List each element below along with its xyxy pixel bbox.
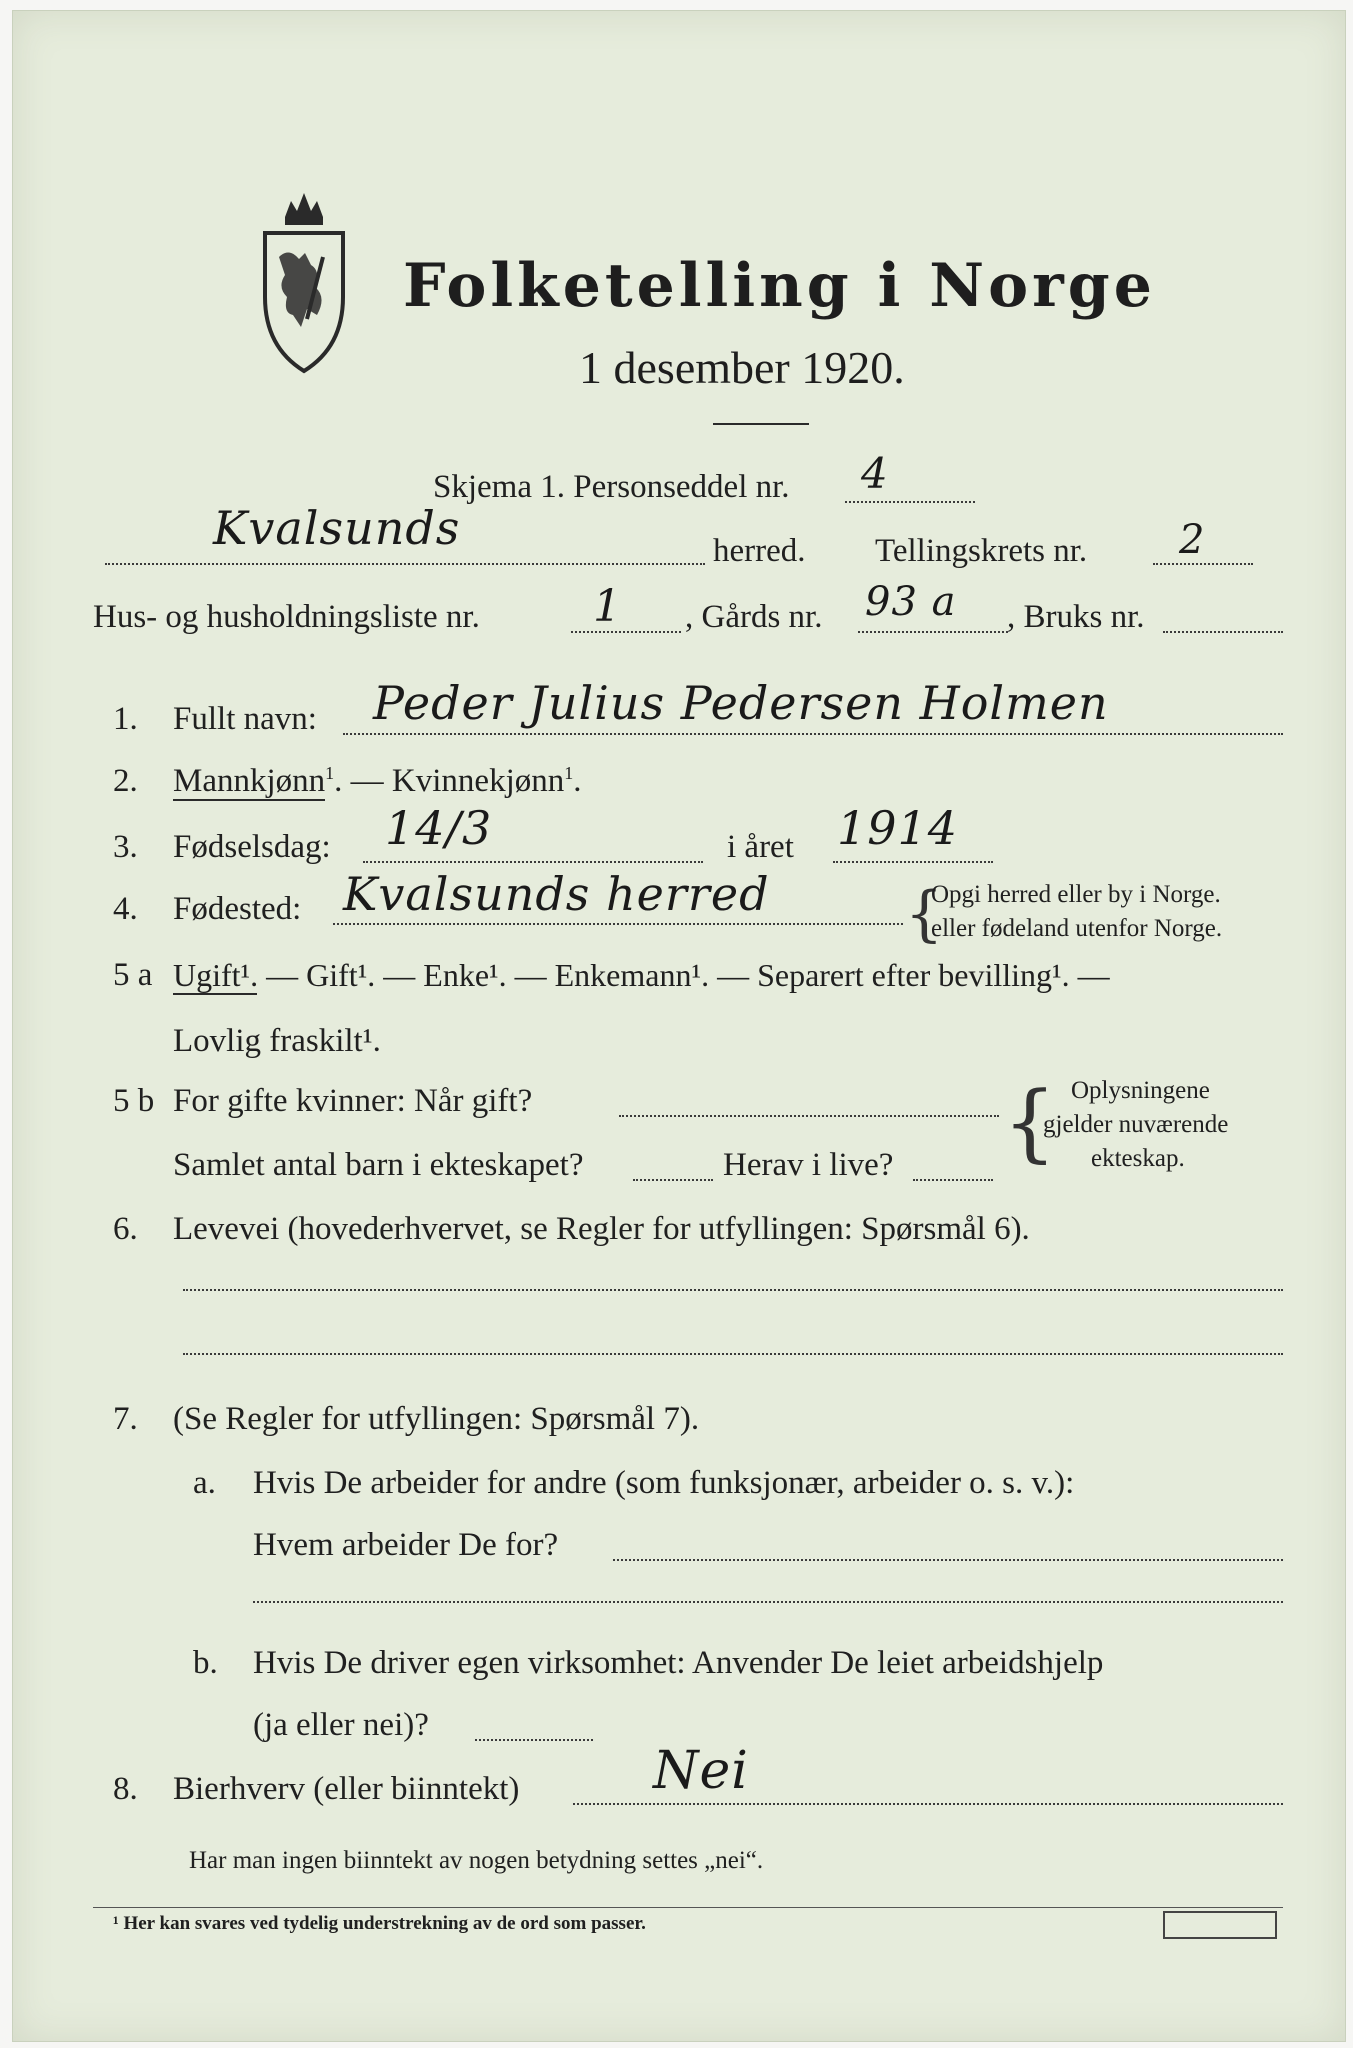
- q2-options: [173, 763, 582, 800]
- q6-number: 6.: [113, 1211, 138, 1247]
- q4-note-brace: {: [905, 879, 944, 949]
- q5b-when-married-line: [619, 1115, 999, 1117]
- hus-label: Hus- og husholdningsliste nr.: [93, 599, 480, 635]
- q7b-letter: b.: [193, 1645, 218, 1681]
- q6-text: Levevei (hovederhvervet, se Regler for utfyllingen: Spørsmål 6).: [173, 1211, 1030, 1247]
- q1-label: Fullt navn:: [173, 701, 317, 737]
- q5a-options-cont: Lovlig fraskilt¹.: [173, 1023, 381, 1059]
- q8-number: 8.: [113, 1771, 138, 1807]
- hus-line: [571, 631, 681, 633]
- herred-label: herred.: [713, 533, 806, 569]
- q7-text: (Se Regler for utfyllingen: Spørsmål 7).: [173, 1401, 700, 1437]
- herred-line: [105, 563, 705, 565]
- q2-footnote-mark-1: 1: [325, 763, 335, 783]
- q7b-text: Hvis De driver egen virksomhet: Anvender De leiet arbeidshjelp: [253, 1645, 1104, 1681]
- q7a-employer-line-2: [253, 1601, 1283, 1603]
- q5a-number: 5 a: [113, 957, 153, 993]
- skjema-label: Skjema 1. Personseddel nr.: [433, 469, 790, 505]
- q8-line: [573, 1803, 1283, 1805]
- q4-note-line-1: Opgi herred eller by i Norge.: [931, 881, 1221, 908]
- q5b-alive-line: [913, 1179, 993, 1181]
- census-form-sheet: [12, 10, 1346, 2042]
- printer-stamp-icon: [1163, 1911, 1277, 1939]
- bruks-line: [1163, 631, 1283, 633]
- q3-year-value: 1914: [837, 801, 959, 855]
- q5b-number: 5 b: [113, 1083, 155, 1119]
- q5b-when-married-label: For gifte kvinner: Når gift?: [173, 1083, 533, 1119]
- tellingskrets-line: [1153, 563, 1253, 565]
- q5b-note-line-2: gjelder nuværende: [1043, 1111, 1229, 1138]
- q5b-note-line-3: ekteskap.: [1091, 1145, 1185, 1172]
- q7a-employer-label: Hvem arbeider De for?: [253, 1527, 559, 1563]
- title-divider: [713, 423, 809, 425]
- form-title: Folketelling i Norge: [403, 251, 1156, 321]
- q7b-yes-no-line: [475, 1739, 593, 1741]
- q6-line-2: [183, 1353, 1283, 1355]
- footnote: ¹ Her kan svares ved tydelig understrekning av de ord som passer.: [113, 1913, 646, 1934]
- q7a-text: Hvis De arbeider for andre (som funksjonær, arbeider o. s. v.):: [253, 1465, 1075, 1501]
- gards-value: 93 a: [865, 579, 957, 625]
- q3-label: Fødselsdag:: [173, 829, 331, 865]
- q8-label: Bierhverv (eller biinntekt): [173, 1771, 520, 1807]
- footnote-divider: [93, 1907, 1283, 1908]
- q4-value: Kvalsunds herred: [343, 867, 770, 921]
- q2-option-female: . — Kvinnekjønn: [334, 763, 565, 799]
- q6-line-1: [183, 1289, 1283, 1291]
- q4-line: [333, 923, 903, 925]
- q7-number: 7.: [113, 1401, 138, 1437]
- bruks-label: , Bruks nr.: [1007, 599, 1145, 635]
- norway-coat-of-arms-icon: [245, 187, 363, 381]
- q5b-children-line: [633, 1179, 713, 1181]
- census-date: 1 desember 1920.: [579, 342, 905, 393]
- q1-line: [343, 733, 1283, 735]
- q5b-note-line-1: Oplysningene: [1071, 1077, 1210, 1104]
- q4-label: Fødested:: [173, 891, 302, 927]
- q3-number: 3.: [113, 829, 138, 865]
- gards-line: [858, 631, 1008, 633]
- q4-note-line-2: eller fødeland utenfor Norge.: [931, 915, 1223, 942]
- q4-number: 4.: [113, 891, 138, 927]
- q5a-options: Ugift¹. — Gift¹. — Enke¹. — Enkemann¹. — Separert efter bevilling¹. —: [173, 957, 1110, 993]
- q2-footnote-mark-2: 1: [564, 763, 574, 783]
- tellingskrets-label: Tellingskrets nr.: [875, 533, 1088, 569]
- q7b-yes-no-label: (ja eller nei)?: [253, 1707, 429, 1743]
- tellingskrets-value: 2: [1179, 517, 1206, 563]
- q5b-children-label: Samlet antal barn i ekteskapet?: [173, 1147, 584, 1183]
- q3-day-value: 14/3: [385, 801, 493, 855]
- personseddel-line: [845, 501, 975, 503]
- herred-value: Kvalsunds: [213, 501, 461, 555]
- q1-value: Peder Julius Pedersen Holmen: [373, 676, 1109, 730]
- q3-year-label: i året: [727, 829, 794, 865]
- q3-year-line: [833, 861, 993, 863]
- q5b-note-brace: {: [1003, 1073, 1057, 1171]
- q5b-alive-label: Herav i live?: [723, 1147, 894, 1183]
- q2-number: 2.: [113, 763, 138, 799]
- q8-value: Nei: [653, 1741, 749, 1801]
- q2-option-end: .: [573, 763, 582, 799]
- q2-option-male: Mannkjønn: [173, 763, 326, 799]
- q3-day-line: [363, 861, 703, 863]
- gards-label: , Gårds nr.: [685, 599, 823, 635]
- hus-value: 1: [593, 581, 622, 632]
- q7a-letter: a.: [193, 1465, 216, 1501]
- q1-number: 1.: [113, 701, 138, 737]
- personseddel-nr-value: 4: [861, 449, 889, 498]
- income-note: Har man ingen biinntekt av nogen betydning settes „nei“.: [189, 1847, 764, 1874]
- q7a-employer-line: [613, 1559, 1283, 1561]
